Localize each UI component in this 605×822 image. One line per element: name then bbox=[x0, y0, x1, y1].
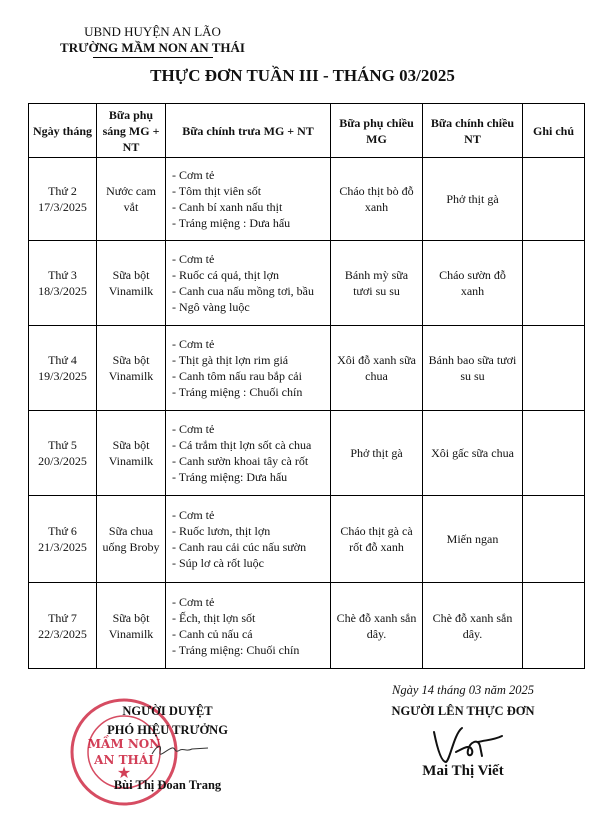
approver-name: Bùi Thị Đoan Trang bbox=[113, 778, 222, 792]
day-cell bbox=[29, 241, 97, 326]
table-row bbox=[29, 241, 585, 326]
day-cell bbox=[29, 326, 97, 411]
day-date: 18/3/2025 bbox=[38, 284, 87, 298]
afternoon-snack-cell: Chè đỗ xanh sắn dây. bbox=[331, 583, 423, 669]
lunch-item: - Canh rau cải cúc nấu sườn bbox=[172, 540, 307, 554]
lunch-item: - Cơm tẻ bbox=[172, 252, 215, 266]
afternoon-main-cell: Miến ngan bbox=[423, 496, 523, 583]
lunch-item: - Súp lơ cà rốt luộc bbox=[172, 556, 264, 570]
lunch-item: - Tráng miệng: Chuối chín bbox=[172, 642, 300, 657]
afternoon-main-cell: Phở thịt gà bbox=[423, 158, 523, 241]
lunch-item: - Canh củ nấu cá bbox=[172, 626, 253, 641]
note-cell bbox=[523, 241, 585, 326]
morning-cell: Sữa chua uống Broby bbox=[97, 496, 166, 583]
lunch-item: - Tráng miệng : Chuối chín bbox=[172, 385, 303, 399]
lunch-cell bbox=[166, 241, 331, 326]
sign-date: Ngày 14 tháng 03 năm 2025 bbox=[391, 683, 534, 697]
lunch-item: - Canh bí xanh nấu thịt bbox=[172, 200, 283, 214]
org-header bbox=[45, 24, 260, 58]
lunch-item: - Thịt gà thịt lợn rim giá bbox=[172, 353, 289, 367]
day-cell bbox=[29, 496, 97, 583]
lunch-item: - Ruốc cá quả, thịt lợn bbox=[172, 268, 279, 282]
afternoon-main-cell: Bánh bao sữa tươi su su bbox=[423, 326, 523, 411]
col-header-morning: Bữa phụ sáng MG + NT bbox=[97, 104, 166, 158]
lunch-item: - Tráng miệng: Dưa hấu bbox=[172, 470, 288, 484]
day-cell bbox=[29, 158, 97, 241]
afternoon-snack-cell: Phở thịt gà bbox=[331, 411, 423, 496]
table-row bbox=[29, 496, 585, 583]
day-date: 19/3/2025 bbox=[38, 369, 87, 383]
lunch-item: - Ruốc lươn, thịt lợn bbox=[172, 524, 271, 538]
author-name: Mai Thị Viết bbox=[422, 763, 504, 779]
day-date: 22/3/2025 bbox=[38, 626, 87, 641]
note-cell bbox=[523, 326, 585, 411]
lunch-item: - Ếch, thịt lợn sốt bbox=[172, 610, 256, 625]
morning-cell: Sữa bột Vinamilk bbox=[97, 326, 166, 411]
col-header-afternoon-main: Bữa chính chiều NT bbox=[423, 104, 523, 158]
header-underline bbox=[93, 57, 213, 58]
afternoon-snack-cell: Xôi đỗ xanh sữa chua bbox=[331, 326, 423, 411]
day-name: Thứ 2 bbox=[48, 184, 77, 198]
svg-text:AN THÁI: AN THÁI bbox=[94, 753, 154, 767]
lunch-item: - Canh sườn khoai tây cà rốt bbox=[172, 454, 309, 468]
lunch-cell bbox=[166, 158, 331, 241]
lunch-item: - Cơm tẻ bbox=[172, 594, 215, 609]
approver-position: PHÓ HIỆU TRƯỞNG bbox=[107, 723, 228, 737]
day-date: 20/3/2025 bbox=[38, 454, 87, 468]
school-name: TRƯỜNG MẦM NON AN THÁI bbox=[60, 40, 245, 55]
col-header-lunch: Bữa chính trưa MG + NT bbox=[166, 104, 331, 158]
afternoon-main-cell: Cháo sườn đỗ xanh bbox=[423, 241, 523, 326]
table-row bbox=[29, 411, 585, 496]
note-cell bbox=[523, 411, 585, 496]
menu-title: THỰC ĐƠN TUẦN III - THÁNG 03/2025 bbox=[150, 66, 455, 85]
day-name: Thứ 7 bbox=[48, 610, 77, 625]
table-row bbox=[29, 583, 585, 669]
lunch-item: - Cơm tẻ bbox=[172, 168, 215, 182]
col-header-afternoon-snack: Bữa phụ chiều MG bbox=[331, 104, 423, 158]
afternoon-snack-cell: Cháo thịt gà cà rốt đỗ xanh bbox=[331, 496, 423, 583]
afternoon-snack-cell: Bánh mỳ sữa tươi su su bbox=[331, 241, 423, 326]
col-header-date: Ngày tháng bbox=[29, 104, 97, 158]
day-cell bbox=[29, 583, 97, 669]
lunch-item: - Cá trắm thịt lợn sốt cà chua bbox=[172, 438, 312, 452]
lunch-item: - Canh tôm nấu rau bắp cải bbox=[172, 369, 302, 383]
morning-cell: Sữa bột Vinamilk bbox=[97, 411, 166, 496]
lunch-item: - Cơm tẻ bbox=[172, 422, 215, 436]
menu-table bbox=[28, 103, 585, 669]
lunch-cell bbox=[166, 496, 331, 583]
approver-block bbox=[60, 702, 275, 795]
day-name: Thứ 5 bbox=[48, 438, 77, 452]
afternoon-snack-cell: Cháo thịt bò đỗ xanh bbox=[331, 158, 423, 241]
author-signature bbox=[428, 722, 508, 767]
approver-title: NGƯỜI DUYỆT bbox=[122, 704, 213, 718]
morning-cell: Sữa bột Vinamilk bbox=[97, 583, 166, 669]
svg-text:★: ★ bbox=[116, 763, 132, 782]
lunch-cell bbox=[166, 326, 331, 411]
svg-text:MẦM NON: MẦM NON bbox=[87, 737, 161, 751]
day-name: Thứ 6 bbox=[48, 524, 77, 538]
lunch-item: - Cơm tẻ bbox=[172, 508, 215, 522]
morning-cell: Nước cam vắt bbox=[97, 158, 166, 241]
lunch-item: - Tráng miệng : Dưa hấu bbox=[172, 216, 291, 230]
lunch-item: - Tôm thịt viên sốt bbox=[172, 184, 262, 198]
lunch-item: - Canh cua nấu mồng tơi, bầu bbox=[172, 284, 314, 298]
table-header-row bbox=[29, 104, 585, 158]
note-cell bbox=[523, 158, 585, 241]
morning-cell: Sữa bột Vinamilk bbox=[97, 241, 166, 326]
day-date: 17/3/2025 bbox=[38, 200, 87, 214]
note-cell bbox=[523, 583, 585, 669]
lunch-cell bbox=[166, 583, 331, 669]
col-header-note: Ghi chú bbox=[523, 104, 585, 158]
table-row bbox=[29, 158, 585, 241]
day-date: 21/3/2025 bbox=[38, 540, 87, 554]
district-name: UBND HUYỆN AN LÃO bbox=[84, 24, 221, 39]
day-name: Thứ 4 bbox=[48, 353, 77, 367]
author-role: NGƯỜI LÊN THỰC ĐƠN bbox=[391, 704, 535, 718]
note-cell bbox=[523, 496, 585, 583]
lunch-cell bbox=[166, 411, 331, 496]
afternoon-main-cell: Xôi gấc sữa chua bbox=[423, 411, 523, 496]
afternoon-main-cell: Chè đỗ xanh sắn dây. bbox=[423, 583, 523, 669]
day-name: Thứ 3 bbox=[48, 268, 77, 282]
day-cell bbox=[29, 411, 97, 496]
table-row bbox=[29, 326, 585, 411]
lunch-item: - Cơm tẻ bbox=[172, 337, 215, 351]
lunch-item: - Ngô vàng luộc bbox=[172, 300, 250, 314]
